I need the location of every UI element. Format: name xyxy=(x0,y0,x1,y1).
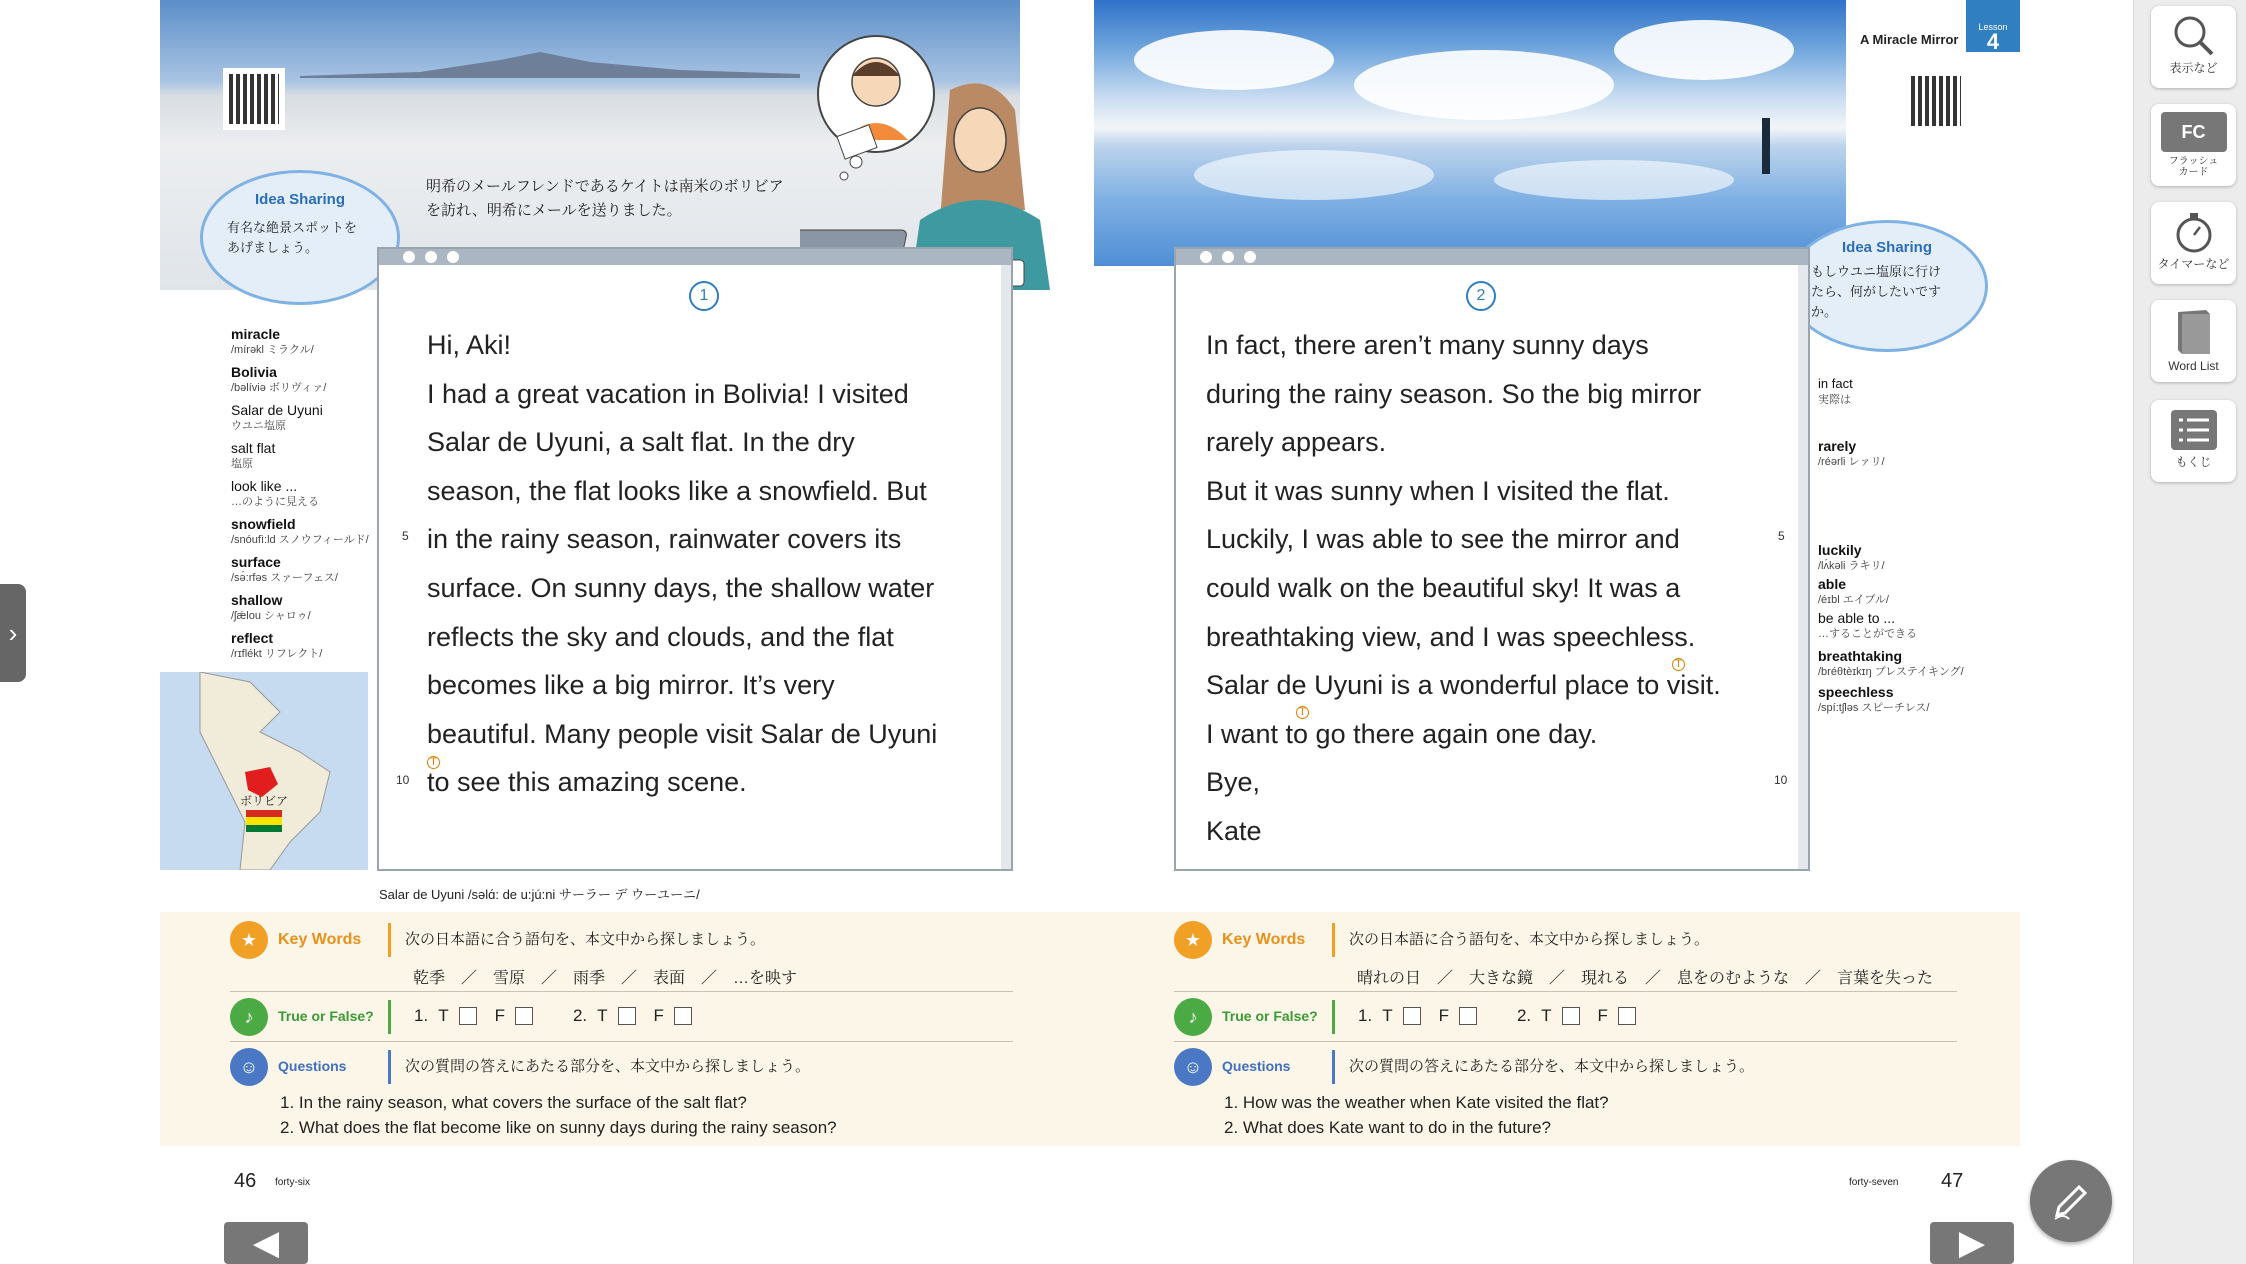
lesson-badge-number: 4 xyxy=(1986,29,2000,54)
lesson-badge xyxy=(1966,0,2020,52)
glossary-pron: /ʃǽlou シャロゥ/ xyxy=(231,610,311,622)
glossary-word: Bolivia xyxy=(231,364,277,380)
passage-line: Bye, xyxy=(1206,767,1261,798)
glossary-pron: /réərli レァリ/ xyxy=(1818,456,1885,468)
key-words-row-right xyxy=(1174,921,1709,959)
passage-line: during the rainy season. So the big mirror xyxy=(1206,378,1702,409)
passage-line: In fact, there aren’t many sunny days xyxy=(1206,330,1649,360)
glossary-word: Salar de Uyuni xyxy=(231,402,323,418)
passage-line: to see this amazing scene. xyxy=(427,767,747,798)
glossary-pron: 塩原 xyxy=(231,458,253,470)
false-checkbox[interactable] xyxy=(1618,1007,1636,1025)
lesson-badge-label: Lesson xyxy=(1978,22,2008,32)
magnifier-icon xyxy=(2172,14,2216,58)
true-checkbox[interactable] xyxy=(1403,1007,1421,1025)
maximize-icon[interactable] xyxy=(1222,251,1234,263)
phonics-marker-icon[interactable]: T xyxy=(1672,658,1685,671)
pen-tool-button[interactable] xyxy=(2030,1160,2112,1242)
questions-label: Questions xyxy=(278,1058,347,1074)
idea-sharing-bubble-right xyxy=(1786,220,1988,352)
sidebar-label: 表示など xyxy=(2169,61,2218,75)
passage-line: Salar de Uyuni, a salt flat. In the dry xyxy=(427,427,855,458)
pencil-icon xyxy=(2049,1179,2093,1223)
arrow-right-icon: ▶ xyxy=(1958,1224,1986,1262)
glossary-word: able xyxy=(1818,576,1847,592)
minimize-icon[interactable] xyxy=(403,251,415,263)
table-of-contents-button[interactable] xyxy=(2151,400,2236,482)
previous-page-button[interactable] xyxy=(224,1222,308,1264)
key-words-row-left xyxy=(230,921,765,959)
divider xyxy=(1174,1041,1957,1042)
question-item: 2. What does Kate want to do in the future? xyxy=(1224,1118,1551,1137)
passage-line: breathtaking view, and I was speechless. xyxy=(1206,621,1696,652)
glossary-word: reflect xyxy=(231,630,274,646)
lesson-title: A Miracle Mirror xyxy=(1860,32,1959,47)
true-false-answers-left xyxy=(414,1006,692,1026)
questions-list-left xyxy=(280,1090,837,1140)
glossary-pron: …のように見える xyxy=(231,496,319,508)
glossary-pron: /spí:tʃləs スピーチレス/ xyxy=(1818,702,1930,714)
minimize-icon[interactable] xyxy=(1200,251,1212,263)
glossary-pron: /bəlíviə ボリヴィァ/ xyxy=(231,382,327,394)
passage-text xyxy=(1206,321,1764,856)
passage-line: becomes like a big mirror. It’s very xyxy=(427,670,835,701)
divider xyxy=(230,991,1013,992)
glossary-word: breathtaking xyxy=(1818,648,1903,664)
section-number: 1 xyxy=(689,281,719,311)
flashcard-icon xyxy=(2161,112,2227,152)
idea-sharing-title: Idea Sharing xyxy=(1841,239,1933,256)
star-icon: ★ xyxy=(1174,921,1212,959)
sidebar-label: Word List xyxy=(2168,359,2219,373)
passage-line: season, the flat looks like a snowfield. But xyxy=(427,475,927,506)
speech-icon: ♪ xyxy=(230,998,268,1036)
question-item: 1. In the rainy season, what covers the surface of the salt flat? xyxy=(280,1093,747,1112)
expand-panel-button[interactable] xyxy=(0,584,26,682)
false-checkbox[interactable] xyxy=(674,1007,692,1025)
book-icon xyxy=(2172,308,2216,356)
key-words-instruction: 次の日本語に合う語句を、本文中から探しましょう。 xyxy=(1349,931,1710,948)
glossary-word: miracle xyxy=(231,326,281,342)
line-number: 10 xyxy=(1774,773,1788,787)
page-word-right: forty-seven xyxy=(1849,1177,1899,1188)
idea-sharing-title: Idea Sharing xyxy=(254,191,346,208)
idea-sharing-line: あげましょう。 xyxy=(227,240,319,255)
passage-line: Luckily, I was able to see the mirror and xyxy=(1206,524,1680,555)
glossary-left xyxy=(231,326,369,668)
key-words-list: 晴れの日 ／ 大きな鏡 ／ 現れる ／ 息をのむような ／ 言葉を失った xyxy=(1357,970,1934,987)
questions-instruction: 次の質問の答えにあたる部分を、本文中から探しましょう。 xyxy=(405,1058,811,1075)
next-page-button[interactable] xyxy=(1930,1222,2014,1264)
qr-code-left[interactable] xyxy=(223,68,285,130)
passage-line: Salar de Uyuni is a wonderful place to visit. xyxy=(1206,670,1721,701)
south-america-map xyxy=(160,672,368,870)
tf-t-label: T xyxy=(438,1006,449,1025)
passage-line: beautiful. Many people visit Salar de Uyuni xyxy=(427,718,938,749)
glossary-pron: ウユニ塩原 xyxy=(231,420,286,432)
glossary-pron: /sə́:rfəs スァーフェス/ xyxy=(231,572,338,584)
line-number: 10 xyxy=(396,773,410,787)
passage-line: I want to go there again one day. xyxy=(1206,718,1598,749)
map-label: ボリビア xyxy=(240,794,289,808)
scrollbar[interactable] xyxy=(1798,265,1808,869)
idea-sharing-line: か。 xyxy=(1811,304,1838,319)
tf-item-number: 1. xyxy=(1358,1006,1373,1025)
tf-f-label: F xyxy=(1438,1006,1449,1025)
key-words-label: Key Words xyxy=(278,931,362,948)
true-false-answers-right xyxy=(1358,1006,1636,1026)
passage-line: Kate xyxy=(1206,815,1262,846)
passage-line: But it was sunny when I visited the flat. xyxy=(1206,475,1670,506)
window-titlebar xyxy=(1176,249,1808,265)
tf-t-label: T xyxy=(597,1006,608,1025)
tf-item-number: 2. xyxy=(572,1006,588,1025)
glossary-word: rarely xyxy=(1818,438,1857,454)
toc-icon xyxy=(2169,408,2219,452)
window-titlebar xyxy=(379,249,1011,265)
divider xyxy=(230,1041,1013,1042)
close-icon[interactable] xyxy=(447,251,459,263)
sidebar-label: タイマーなど xyxy=(2157,257,2230,271)
key-words-label: Key Words xyxy=(1222,931,1306,948)
passage-line: surface. On sunny days, the shallow water xyxy=(427,572,935,603)
maximize-icon[interactable] xyxy=(425,251,437,263)
word-list-button[interactable] xyxy=(2151,300,2236,382)
people-icon: ☺ xyxy=(1174,1048,1212,1086)
glossary-pron: /snóufì:ld スノウフィールド/ xyxy=(231,534,369,546)
close-icon[interactable] xyxy=(1244,251,1256,263)
question-item: 1. How was the weather when Kate visited the flat? xyxy=(1224,1093,1609,1112)
tool-sidebar xyxy=(2133,0,2246,1264)
view-settings-button[interactable] xyxy=(2151,6,2236,88)
people-icon: ☺ xyxy=(230,1048,268,1086)
glossary-word: luckily xyxy=(1818,542,1862,558)
glossary-pron: 実際は xyxy=(1818,394,1851,406)
line-number: 5 xyxy=(1778,529,1785,543)
phonics-marker-icon[interactable]: T xyxy=(1296,706,1309,719)
tf-t-label: T xyxy=(1382,1006,1393,1025)
passage-line: could walk on the beautiful sky! It was a xyxy=(1206,572,1681,603)
sidebar-label: フラッシュ カード xyxy=(2168,156,2219,178)
idea-sharing-bubble-left xyxy=(200,170,400,305)
false-checkbox[interactable] xyxy=(515,1007,533,1025)
glossary-word: in fact xyxy=(1818,376,1853,391)
key-words-instruction: 次の日本語に合う語句を、本文中から探しましょう。 xyxy=(405,931,766,948)
passage-line: in the rainy season, rainwater covers its xyxy=(427,524,902,555)
true-false-label: True or False? xyxy=(278,1008,374,1024)
flashcard-badge: FC xyxy=(2181,121,2206,142)
tf-item-number: 1. xyxy=(414,1006,429,1025)
idea-sharing-line: 有名な絶景スポットを xyxy=(227,220,358,235)
glossary-word: salt flat xyxy=(231,440,276,456)
page-word-left: forty-six xyxy=(275,1177,310,1188)
false-checkbox[interactable] xyxy=(1459,1007,1477,1025)
flashcard-button[interactable] xyxy=(2151,104,2236,186)
sidebar-label: もくじ xyxy=(2175,455,2212,469)
line-number: 5 xyxy=(402,529,409,543)
glossary-pron: /mírəkl ミラクル/ xyxy=(231,344,314,356)
tf-item-number: 2. xyxy=(1516,1006,1532,1025)
questions-instruction: 次の質問の答えにあたる部分を、本文中から探しましょう。 xyxy=(1349,1058,1755,1075)
key-words-list: 乾季 ／ 雪原 ／ 雨季 ／ 表面 ／ …を映す xyxy=(413,970,798,987)
intro-line: を訪れ、明希にメールを送りました。 xyxy=(426,202,682,219)
arrow-left-icon: ◀ xyxy=(252,1224,280,1262)
page-number-left: 46 xyxy=(234,1170,257,1192)
passage-line: reflects the sky and clouds, and the flat xyxy=(427,621,894,652)
page-number-right: 47 xyxy=(1941,1170,1964,1192)
phonics-marker-icon[interactable]: T xyxy=(427,756,440,769)
mountain-silhouette xyxy=(300,48,800,78)
glossary-word: look like ... xyxy=(231,478,298,494)
tf-f-label: F xyxy=(1597,1006,1608,1025)
idea-sharing-line: もしウユニ塩原に行け xyxy=(1811,264,1942,279)
true-false-row-right xyxy=(1174,998,1349,1036)
glossary-word: surface xyxy=(231,554,281,570)
glossary-word: speechless xyxy=(1818,684,1894,700)
chevron-right-icon: › xyxy=(8,617,18,648)
questions-label: Questions xyxy=(1222,1058,1291,1074)
person-silhouette xyxy=(1762,118,1770,174)
glossary-word: snowfield xyxy=(231,516,296,532)
passage-line: I had a great vacation in Bolivia! I visited xyxy=(427,378,909,409)
glossary-pron: /éɪbl エイブル/ xyxy=(1818,594,1889,606)
pronunciation-note: Salar de Uyuni /səlɑ́: de u:jú:ni サーラー デ ウーユーニ/ xyxy=(379,887,700,902)
idea-sharing-line: たら、何がしたいです xyxy=(1811,284,1942,299)
glossary-pron: /rɪflékt リフレクト/ xyxy=(231,648,323,660)
true-checkbox[interactable] xyxy=(618,1007,636,1025)
timer-button[interactable] xyxy=(2151,202,2236,284)
stopwatch-icon xyxy=(2172,210,2216,254)
question-item: 2. What does the flat become like on sunny days during the rainy season? xyxy=(280,1118,837,1137)
bolivia-flag xyxy=(246,810,282,832)
questions-row-left xyxy=(230,1048,810,1086)
glossary-word: shallow xyxy=(231,592,283,608)
reading-window-right xyxy=(1174,247,1810,871)
questions-row-right xyxy=(1174,1048,1754,1086)
map-graphic xyxy=(160,672,368,870)
true-false-label: True or False? xyxy=(1222,1008,1318,1024)
right-page-photo xyxy=(1094,0,1846,266)
speech-icon: ♪ xyxy=(1174,998,1212,1036)
passage-line: Hi, Aki! xyxy=(427,330,512,360)
star-icon: ★ xyxy=(230,921,268,959)
glossary-pron: /bréθtèɪkɪŋ ブレステイキング/ xyxy=(1818,666,1964,678)
true-checkbox[interactable] xyxy=(1562,1007,1580,1025)
intro-line: 明希のメールフレンドであるケイトは南米のボリビア xyxy=(426,178,784,195)
tf-f-label: F xyxy=(494,1006,505,1025)
glossary-pron: …することができる xyxy=(1818,628,1917,640)
tf-t-label: T xyxy=(1541,1006,1552,1025)
tf-f-label: F xyxy=(653,1006,664,1025)
reading-window-left xyxy=(377,247,1013,871)
glossary-right xyxy=(1818,376,1964,722)
divider xyxy=(1174,991,1957,992)
questions-list-right xyxy=(1224,1090,1609,1140)
passage-text xyxy=(427,321,985,807)
passage-line: rarely appears. xyxy=(1206,427,1387,458)
section-number: 2 xyxy=(1466,281,1496,311)
intro-text xyxy=(426,175,784,223)
qr-code-right[interactable] xyxy=(1905,70,1967,132)
true-false-row-left xyxy=(230,998,405,1036)
glossary-word: be able to ... xyxy=(1818,610,1896,626)
glossary-pron: /lʌ́kəli ラキリ/ xyxy=(1818,560,1885,572)
scrollbar[interactable] xyxy=(1001,265,1011,869)
true-checkbox[interactable] xyxy=(459,1007,477,1025)
